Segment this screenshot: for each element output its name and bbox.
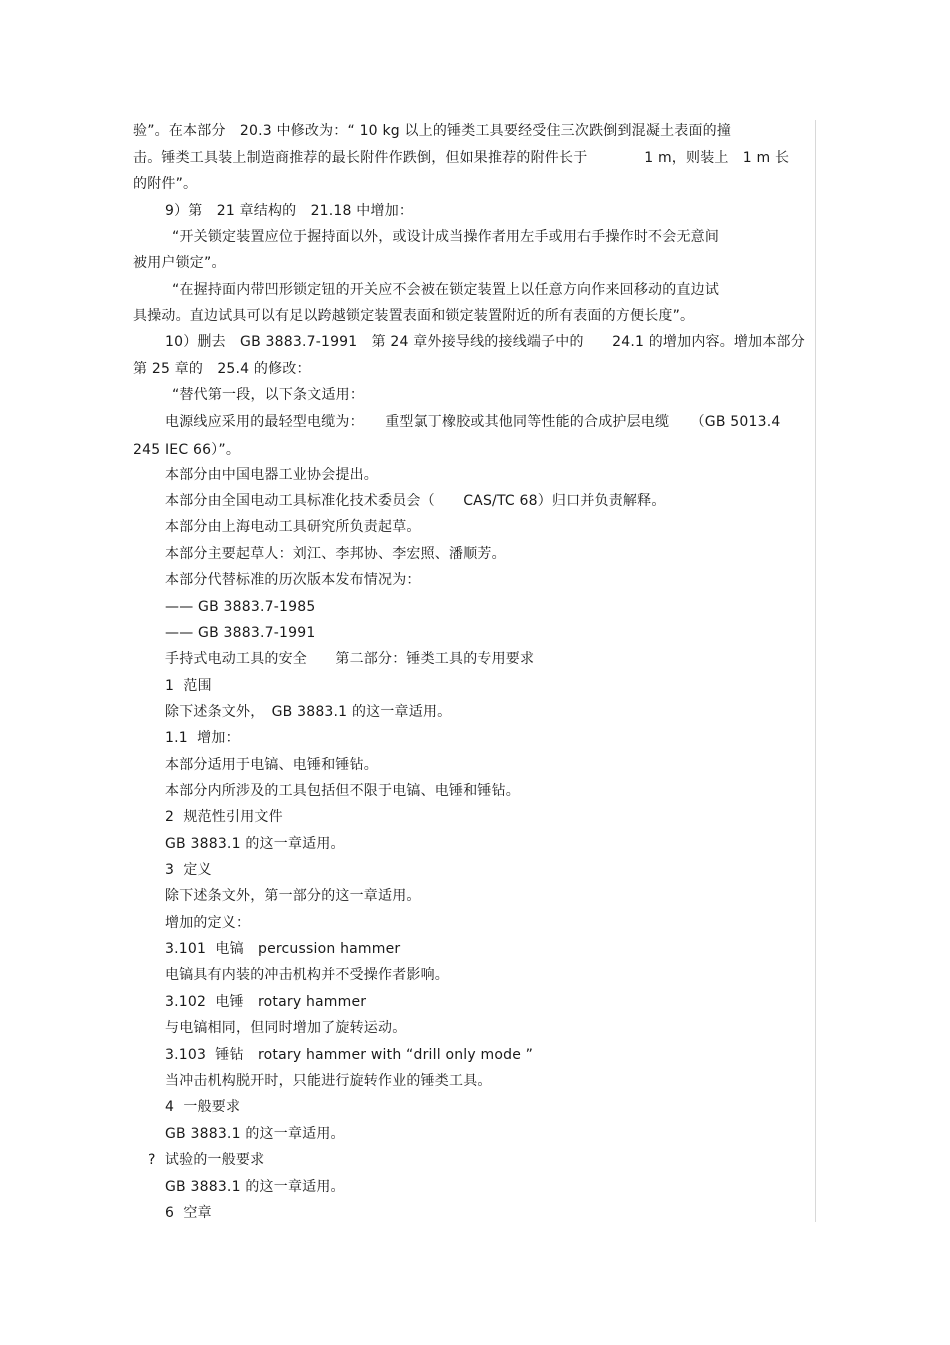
paragraph-line: GB 3883.1 的这一章适用。 — [165, 836, 345, 852]
paragraph-line: 本部分适用于电镐、电锤和锤钻。 — [165, 757, 378, 773]
section-heading: 4 一般要求 — [165, 1099, 241, 1115]
definition-term: 3.102 电锤 rotary hammer — [165, 994, 367, 1010]
paragraph-line: 与电镐相同，但同时增加了旋转运动。 — [165, 1020, 407, 1036]
paragraph-line: “替代第一段，以下条文适用： — [172, 387, 365, 403]
paragraph-line: 本部分主要起草人：刘江、李邦协、李宏照、潘顺芳。 — [165, 546, 506, 562]
paragraph-line: 245 IEC 66）”。 — [133, 442, 241, 458]
section-heading: 1.1 增加： — [165, 730, 240, 746]
paragraph-line: 电源线应采用的最轻型电缆为： 重型氯丁橡胶或其他同等性能的合成护层电缆 （GB 5013.4 — [165, 414, 781, 430]
paragraph-line: 击。锤类工具装上制造商推荐的最长附件作跌倒，但如果推荐的附件长于 1 m，则装上 1 m 长 — [133, 150, 790, 166]
paragraph-line: 本部分内所涉及的工具包括但不限于电镐、电锤和锤钻。 — [165, 783, 520, 799]
section-heading: 3 定义 — [165, 862, 212, 878]
paragraph-line: 验”。在本部分 20.3 中修改为：“ 10 kg 以上的锤类工具要经受住三次跌倒到混凝土表面的撞 — [133, 123, 732, 139]
paragraph-line: 除下述条文外， GB 3883.1 的这一章适用。 — [165, 704, 452, 720]
paragraph-line: 手持式电动工具的安全 第二部分：锤类工具的专用要求 — [165, 651, 535, 667]
paragraph-line: 本部分由上海电动工具研究所负责起草。 — [165, 519, 421, 535]
paragraph-line: 第 25 章的 25.4 的修改： — [133, 361, 311, 377]
section-heading: 1 范围 — [165, 678, 212, 694]
paragraph-line: “开关锁定装置应位于握持面以外，或设计成当操作者用左手或用右手操作时不会无意间 — [172, 229, 720, 245]
paragraph-line: 本部分代替标准的历次版本发布情况为： — [165, 572, 421, 588]
paragraph-line: 被用户锁定”。 — [133, 255, 226, 271]
paragraph-line: “在握持面内带凹形锁定钮的开关应不会被在锁定装置上以任意方向作来回移动的直边试 — [172, 282, 720, 298]
paragraph-line: GB 3883.1 的这一章适用。 — [165, 1179, 345, 1195]
definition-term: 3.103 锤钻 rotary hammer with “drill only mode ” — [165, 1047, 534, 1063]
paragraph-line: 本部分由全国电动工具标准化技术委员会（ CAS/TC 68）归口并负责解释。 — [165, 493, 666, 509]
section-heading: 6 空章 — [165, 1205, 212, 1221]
paragraph-line: 当冲击机构脱开时，只能进行旋转作业的锤类工具。 — [165, 1073, 492, 1089]
definition-term: 3.101 电镐 percussion hammer — [165, 941, 401, 957]
paragraph-line: —— GB 3883.7-1991 — [165, 625, 316, 641]
paragraph-line: 增加的定义： — [165, 915, 251, 931]
paragraph-line: 9）第 21 章结构的 21.18 中增加： — [165, 203, 414, 219]
paragraph-line: GB 3883.1 的这一章适用。 — [165, 1126, 345, 1142]
paragraph-line: —— GB 3883.7-1985 — [165, 599, 316, 615]
paragraph-line: 电镐具有内装的冲击机构并不受操作者影响。 — [165, 967, 449, 983]
page-margin-rule — [815, 120, 816, 1222]
section-heading: ? 试验的一般要求 — [148, 1152, 265, 1168]
paragraph-line: 10）删去 GB 3883.7-1991 第 24 章外接导线的接线端子中的 24.1 的增加内容。增加本部分 — [165, 334, 805, 350]
paragraph-line: 除下述条文外，第一部分的这一章适用。 — [165, 888, 421, 904]
paragraph-line: 本部分由中国电器工业协会提出。 — [165, 467, 378, 483]
paragraph-line: 具操动。直边试具可以有足以跨越锁定装置表面和锁定装置附近的所有表面的方便长度”。 — [133, 308, 695, 324]
paragraph-line: 的附件”。 — [133, 176, 198, 192]
section-heading: 2 规范性引用文件 — [165, 809, 283, 825]
